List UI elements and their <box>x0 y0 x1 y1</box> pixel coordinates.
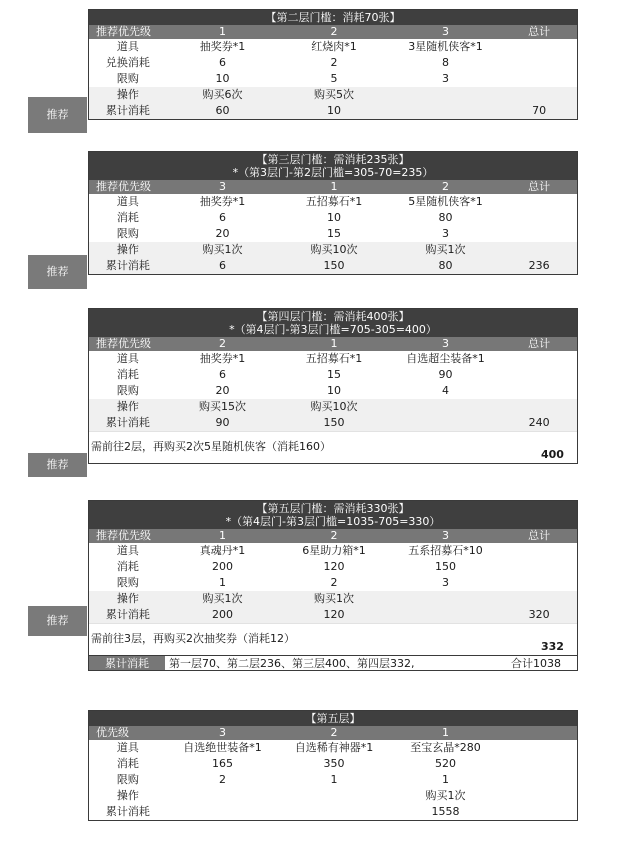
table-cell: 150 <box>323 259 345 272</box>
banner-line: *（第3层门-第2层门槛=305-70=235） <box>232 166 434 179</box>
header-cell: 3 <box>218 180 226 193</box>
header-cell: 总计 <box>528 180 551 193</box>
table-cell: 购买10次 <box>310 400 358 413</box>
header-cell: 3 <box>442 529 450 542</box>
recommend-label: 推荐 <box>28 255 87 289</box>
table-cell: 80 <box>438 259 453 272</box>
table-row <box>89 788 577 804</box>
table-cell: 20 <box>215 384 230 397</box>
table-cell: 抽奖券*1 <box>199 352 246 365</box>
table-cell: 5星随机侠客*1 <box>408 195 483 208</box>
table-cell <box>501 756 577 772</box>
table-row <box>89 607 577 623</box>
banner-line: 【第四层门槛：需消耗400张】 <box>256 310 410 323</box>
table-row <box>89 575 577 591</box>
table-cell: 1558 <box>431 805 460 818</box>
table-row <box>89 39 577 55</box>
header-cell: 1 <box>442 726 450 739</box>
header-cell: 推荐优先级 <box>96 25 151 38</box>
row-label: 消耗 <box>116 211 139 224</box>
table-cell: 6 <box>218 368 226 381</box>
table-cell <box>501 740 577 756</box>
table-cell <box>501 242 577 258</box>
header-cell: 3 <box>442 337 450 350</box>
table-cell: 自选稀有神器*1 <box>294 741 374 754</box>
banner-line: 【第五层门槛：需消耗330张】 <box>256 502 410 515</box>
header-cell: 2 <box>218 337 226 350</box>
table-row <box>89 543 577 559</box>
table-cell: 1 <box>330 773 338 786</box>
row-label: 道具 <box>116 40 139 53</box>
table-row <box>89 367 577 383</box>
table-cell: 165 <box>211 757 233 770</box>
table-cell: 150 <box>323 416 345 429</box>
table-cell: 10 <box>327 211 341 224</box>
header-cell: 2 <box>330 726 338 739</box>
table-cell: 90 <box>438 368 453 381</box>
layer4-table <box>88 308 578 464</box>
table-row <box>89 756 577 772</box>
row-label: 限购 <box>116 384 139 397</box>
banner-line: 【第三层门槛：需消耗235张】 <box>256 153 410 166</box>
table-cell: 购买5次 <box>314 88 354 101</box>
table-cell: 60 <box>215 104 230 117</box>
table-row <box>89 351 577 367</box>
row-label: 道具 <box>116 352 139 365</box>
layer2-table <box>88 9 578 120</box>
table-cell <box>390 399 502 415</box>
row-label: 操作 <box>116 400 139 413</box>
recommend-label: 推荐 <box>28 606 87 636</box>
layer3-table <box>88 151 578 275</box>
table-cell: 3 <box>442 227 450 240</box>
note-total: 400 <box>541 448 564 461</box>
table-row <box>89 772 577 788</box>
header-cell: 推荐优先级 <box>96 337 151 350</box>
row-label: 道具 <box>116 741 139 754</box>
row-label: 累计消耗 <box>105 805 150 818</box>
table-cell <box>501 194 577 210</box>
table-cell <box>390 607 502 623</box>
table-row <box>89 55 577 71</box>
table-cell: 真魂丹*1 <box>199 544 246 557</box>
row-label: 消耗 <box>116 560 139 573</box>
note-text: 需前往2层，再购买2次5星随机侠客（消耗160） <box>91 440 331 453</box>
table-cell <box>167 804 279 820</box>
row-label: 操作 <box>116 789 139 802</box>
header-cell <box>501 726 577 740</box>
table-cell: 15 <box>327 368 341 381</box>
table-cell <box>167 788 279 804</box>
table-row <box>89 804 577 820</box>
table-cell: 2 <box>330 576 338 589</box>
table-title: 【第二层门槛：消耗70张】 <box>89 10 577 25</box>
table-cell: 8 <box>442 56 450 69</box>
summary-text: 第一层70、第二层236、第三层400、第四层332, <box>169 657 415 670</box>
header-cell: 总计 <box>528 25 551 38</box>
table-cell: 5 <box>330 72 338 85</box>
layer5-table <box>88 710 578 821</box>
header-cell: 1 <box>330 337 338 350</box>
row-label: 累计消耗 <box>105 416 150 429</box>
header-cell: 3 <box>218 726 226 739</box>
row-label: 兑换消耗 <box>105 56 150 69</box>
priority-header-row <box>89 337 577 351</box>
note-text: 需前往3层，再购买2次抽奖券（消耗12） <box>91 632 295 645</box>
table-cell <box>501 226 577 242</box>
table-cell: 2 <box>218 773 226 786</box>
table-cell: 3 <box>442 72 450 85</box>
table-cell: 购买1次 <box>425 789 466 802</box>
table-row <box>89 383 577 399</box>
header-cell: 优先级 <box>96 726 129 739</box>
row-label: 限购 <box>116 576 139 589</box>
table-cell: 200 <box>211 608 233 621</box>
recommend-label: 推荐 <box>28 453 87 477</box>
table-row <box>89 740 577 756</box>
row-label: 道具 <box>116 544 139 557</box>
table-cell: 3星随机侠客*1 <box>408 40 483 53</box>
table-cell <box>501 804 577 820</box>
table-cell <box>390 415 502 431</box>
table-cell: 90 <box>215 416 230 429</box>
banner-line: *（第4层门-第3层门槛=1035-705=330） <box>225 515 441 528</box>
table-row <box>89 87 577 103</box>
header-cell: 总计 <box>528 337 551 350</box>
priority-header-row <box>89 529 577 543</box>
row-label: 累计消耗 <box>105 259 150 272</box>
row-label: 限购 <box>116 72 139 85</box>
table-cell <box>501 210 577 226</box>
table-cell: 购买10次 <box>310 243 358 256</box>
table-cell: 20 <box>215 227 230 240</box>
note-total: 332 <box>541 640 564 653</box>
table-cell: 购买1次 <box>425 243 466 256</box>
table-cell <box>390 103 502 119</box>
table-cell: 6 <box>218 259 226 272</box>
row-label: 道具 <box>116 195 139 208</box>
row-label: 操作 <box>116 243 139 256</box>
table-cell: 320 <box>528 608 550 621</box>
recommend-label: 推荐 <box>28 97 87 133</box>
table-cell: 抽奖券*1 <box>199 195 246 208</box>
table-cell <box>501 367 577 383</box>
table-cell: 10 <box>327 384 341 397</box>
table-cell: 五系招募石*10 <box>408 544 483 557</box>
table-cell: 10 <box>215 72 230 85</box>
header-cell: 推荐优先级 <box>96 529 151 542</box>
table-cell <box>390 87 502 103</box>
table-row <box>89 399 577 415</box>
table-cell <box>501 772 577 788</box>
header-cell: 2 <box>442 180 450 193</box>
header-cell: 1 <box>218 25 226 38</box>
table-cell <box>501 351 577 367</box>
recommendation-note <box>89 623 577 655</box>
row-label: 操作 <box>116 592 139 605</box>
table-cell: 120 <box>323 560 345 573</box>
table-row <box>89 210 577 226</box>
priority-header-row <box>89 180 577 194</box>
table-cell: 2 <box>330 56 338 69</box>
table-cell: 抽奖券*1 <box>199 40 246 53</box>
table-cell: 购买6次 <box>202 88 243 101</box>
table-cell: 6 <box>218 56 226 69</box>
table-cell: 4 <box>442 384 450 397</box>
layer5-threshold-table <box>88 500 578 671</box>
row-label: 操作 <box>116 88 139 101</box>
header-cell: 3 <box>442 25 450 38</box>
table-cell: 236 <box>528 259 550 272</box>
table-cell <box>501 591 577 607</box>
table-cell: 3 <box>442 576 450 589</box>
table-cell: 自选绝世装备*1 <box>183 741 262 754</box>
summary-label: 累计消耗 <box>89 656 165 670</box>
table-cell: 120 <box>323 608 345 621</box>
table-cell <box>278 804 390 820</box>
table-title <box>89 309 577 337</box>
table-cell <box>501 87 577 103</box>
header-cell: 1 <box>218 529 226 542</box>
table-row <box>89 559 577 575</box>
header-cell: 推荐优先级 <box>96 180 151 193</box>
table-cell <box>501 55 577 71</box>
table-row <box>89 71 577 87</box>
table-title: 【第五层】 <box>89 711 577 726</box>
table-cell: 购买15次 <box>198 400 246 413</box>
header-cell: 2 <box>330 25 338 38</box>
table-cell <box>501 575 577 591</box>
table-cell: 200 <box>211 560 233 573</box>
table-cell: 购买1次 <box>314 592 354 605</box>
table-row <box>89 103 577 119</box>
table-cell: 70 <box>532 104 547 117</box>
table-cell <box>501 559 577 575</box>
table-cell: 购买1次 <box>202 243 243 256</box>
table-title <box>89 501 577 529</box>
table-row <box>89 194 577 210</box>
row-label: 累计消耗 <box>105 608 150 621</box>
table-row <box>89 258 577 274</box>
table-cell <box>501 383 577 399</box>
table-row <box>89 591 577 607</box>
row-label: 消耗 <box>116 368 139 381</box>
table-cell <box>501 543 577 559</box>
row-label: 限购 <box>116 227 139 240</box>
table-cell: 6 <box>218 211 226 224</box>
table-row <box>89 415 577 431</box>
row-label: 限购 <box>116 773 139 786</box>
table-cell: 1 <box>442 773 450 786</box>
priority-header-row <box>89 25 577 39</box>
header-cell: 总计 <box>528 529 551 542</box>
cumulative-summary-row <box>89 655 577 670</box>
row-label: 累计消耗 <box>105 104 150 117</box>
table-cell <box>501 788 577 804</box>
table-cell: 五招募石*1 <box>305 195 363 208</box>
header-cell: 1 <box>330 180 338 193</box>
table-row <box>89 242 577 258</box>
table-cell: 520 <box>435 757 457 770</box>
table-cell: 五招募石*1 <box>305 352 363 365</box>
table-cell: 购买1次 <box>202 592 243 605</box>
table-cell <box>501 39 577 55</box>
summary-total: 合计1038 <box>511 657 561 670</box>
recommendation-note <box>89 431 577 463</box>
banner-line: *（第4层门-第3层门槛=705-305=400） <box>229 323 437 336</box>
table-cell <box>278 788 390 804</box>
priority-header-row <box>89 726 577 740</box>
table-cell: 自选超尘装备*1 <box>406 352 485 365</box>
table-cell <box>501 71 577 87</box>
table-cell: 10 <box>327 104 341 117</box>
table-cell: 150 <box>435 560 457 573</box>
table-title <box>89 152 577 180</box>
table-cell: 1 <box>218 576 226 589</box>
table-cell <box>390 591 502 607</box>
header-cell: 2 <box>330 529 338 542</box>
table-row <box>89 226 577 242</box>
table-cell: 红烧肉*1 <box>311 40 357 53</box>
table-cell: 80 <box>438 211 453 224</box>
table-cell: 15 <box>327 227 341 240</box>
row-label: 消耗 <box>116 757 139 770</box>
table-cell: 至宝玄晶*280 <box>410 741 481 754</box>
table-cell: 350 <box>323 757 345 770</box>
table-cell <box>501 399 577 415</box>
table-cell: 6星助力箱*1 <box>302 544 366 557</box>
table-cell: 240 <box>528 416 550 429</box>
